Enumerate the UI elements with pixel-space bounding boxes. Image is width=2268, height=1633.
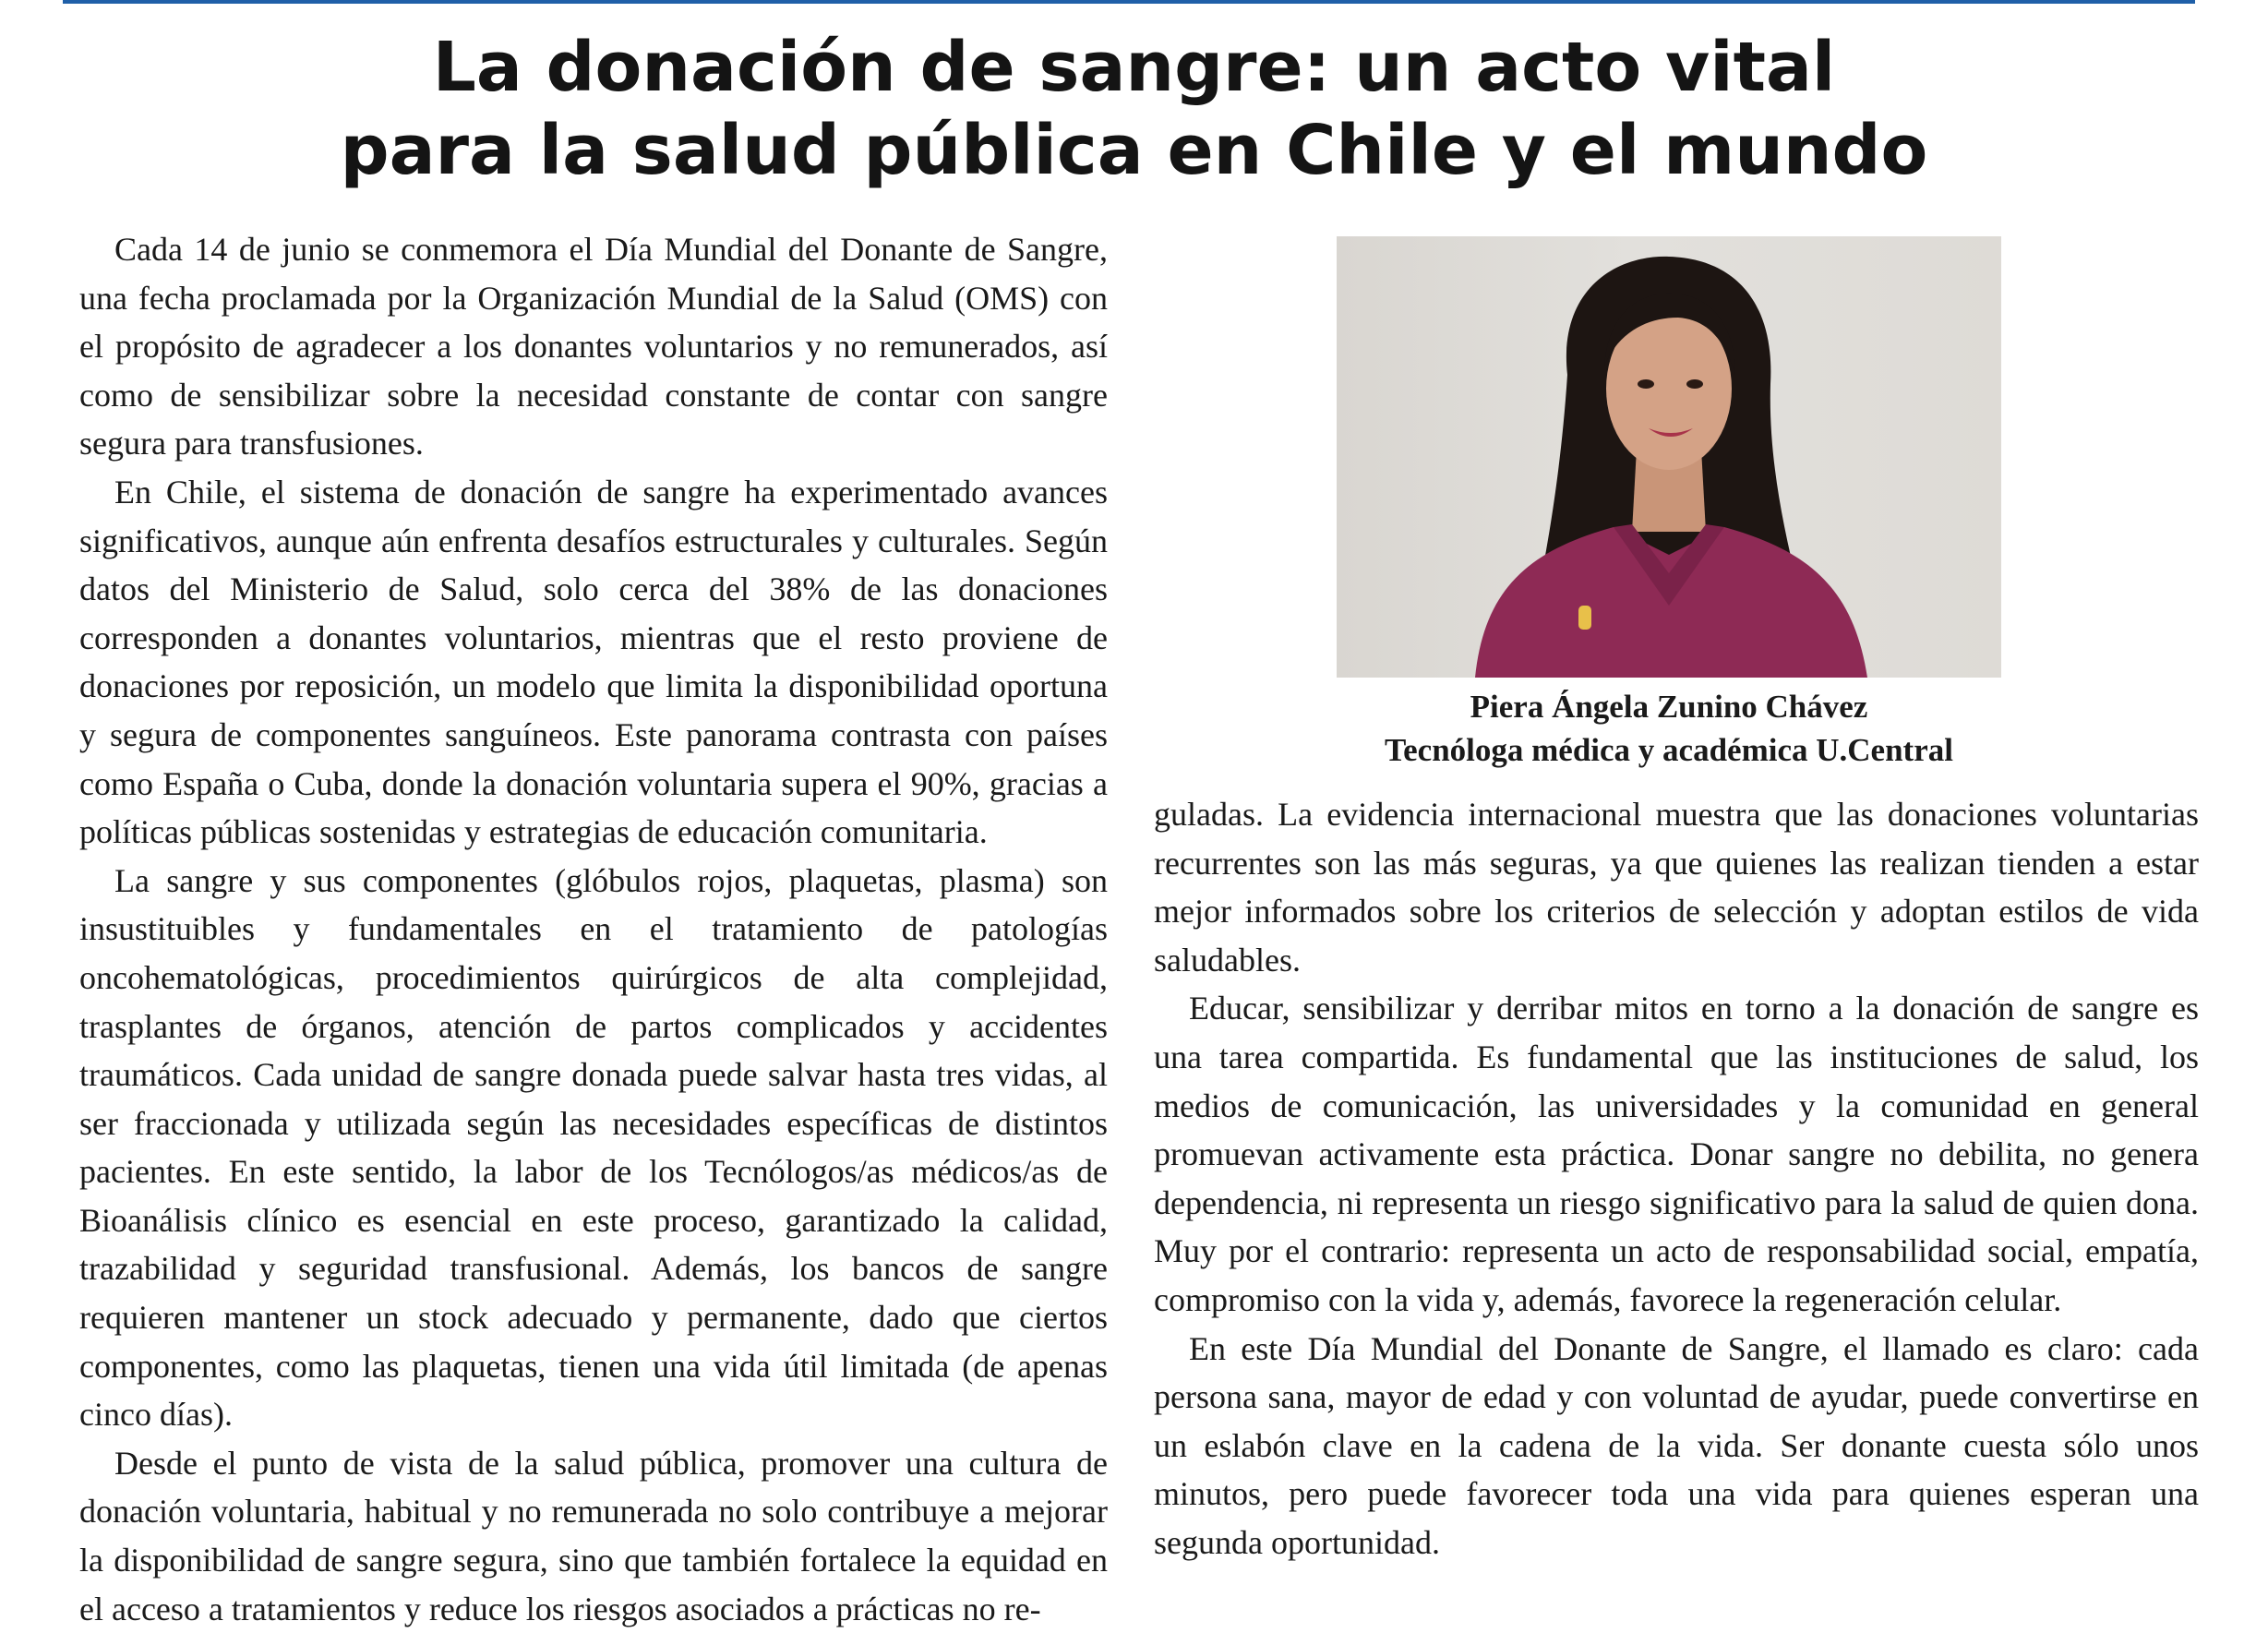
headline-line-2: para la salud pública en Chile y el mundo (340, 111, 1928, 190)
author-photo (1337, 236, 2001, 678)
paragraph-6: Educar, sensibilizar y derribar mitos en torno a la donación de sangre es una tarea compartida. Es fundamental que las instituciones de salud, los medios de comunicación, las universidades y la comunidad en general promuevan activamente esta práctica. Donar sangre no debilita, no genera dependencia, ni representa un riesgo significativo para la salud de quien dona. Muy por el contrario: representa un acto de responsabilidad social, empatía, compromiso con la vida y, además, favorece la regeneración celular. (1154, 990, 2199, 1318)
paragraph-7: En este Día Mundial del Donante de Sangre, el llamado es claro: cada persona sana, mayor de edad y con voluntad de ayudar, puede convertirse en un eslabón clave en la cadena de la vida. Ser donante cuesta sólo unos minutos, pero puede favorecer toda una vida para quienes esperan una segunda oportunidad. (1154, 1329, 2199, 1561)
portrait-illustration (1337, 236, 2001, 678)
paragraph-2: En Chile, el sistema de donación de sangre ha experimentado avances significativos, aunque aún enfrenta desafíos estructurales y culturales. Según datos del Ministerio de Salud, solo cerca del 38% de las donaciones corresponden a donantes voluntarios, mientras que el resto proviene de donaciones por reposición, un modelo que limita la disponibilidad oportuna y segura de componentes sanguíneos. Este panorama contrasta con países como España o Cuba, donde la donación voluntaria supera el 90%, gracias a políticas públicas sostenidas y estrategias de educación comunitaria. (79, 473, 1108, 851)
photo-caption (1237, 685, 2101, 772)
caption-role: Tecnóloga médica y académica U.Central (1385, 732, 1953, 768)
right-column (1154, 790, 2199, 1567)
headline (0, 26, 2268, 192)
headline-line-1: La donación de sangre: un acto vital (432, 28, 1836, 107)
top-rule (63, 0, 2195, 4)
paragraph-5: guladas. La evidencia internacional muestra que las donaciones voluntarias recurrentes son las más seguras, ya que quienes las realizan tienden a estar mejor informados sobre los criterios de selección y adoptan estilos de vida saludables. (1154, 796, 2199, 979)
paragraph-4: Desde el punto de vista de la salud pública, promover una cultura de donación voluntaria, habitual y no remunerada no solo contribuye a mejorar la disponibilidad de sangre segura, sino que también fortalece la equidad en el acceso a tratamientos y reduce los riesgos asociados a prácticas no re- (79, 1444, 1108, 1627)
left-column (79, 225, 1108, 1633)
caption-name: Piera Ángela Zunino Chávez (1470, 689, 1868, 725)
paragraph-1: Cada 14 de junio se conmemora el Día Mundial del Donante de Sangre, una fecha proclamada por la Organización Mundial de la Salud (OMS) con el propósito de agradecer a los donantes voluntarios y no remunerados, así como de sensibilizar sobre la necesidad constante de contar con sangre segura para transfusiones. (79, 231, 1108, 462)
paragraph-3: La sangre y sus componentes (glóbulos rojos, plaquetas, plasma) son insustituibles y fundamentales en el tratamiento de patologías oncohematológicas, procedimientos quirúrgicos de alta complejidad, trasplantes de órganos, atención de partos complicados y accidentes traumáticos. Cada unidad de sangre donada puede salvar hasta tres vidas, al ser fraccionada y utilizada según las necesidades específicas de distintos pacientes. En este sentido, la labor de los Tecnólogos/as médicos/as de Bioanálisis clínico es esencial en este proceso, garantizado la calidad, trazabilidad y seguridad transfusional. Además, los bancos de sangre requieren mantener un stock adecuado y permanente, dado que ciertos componentes, como las plaquetas, tienen una vida útil limitada (de apenas cinco días). (79, 861, 1108, 1434)
